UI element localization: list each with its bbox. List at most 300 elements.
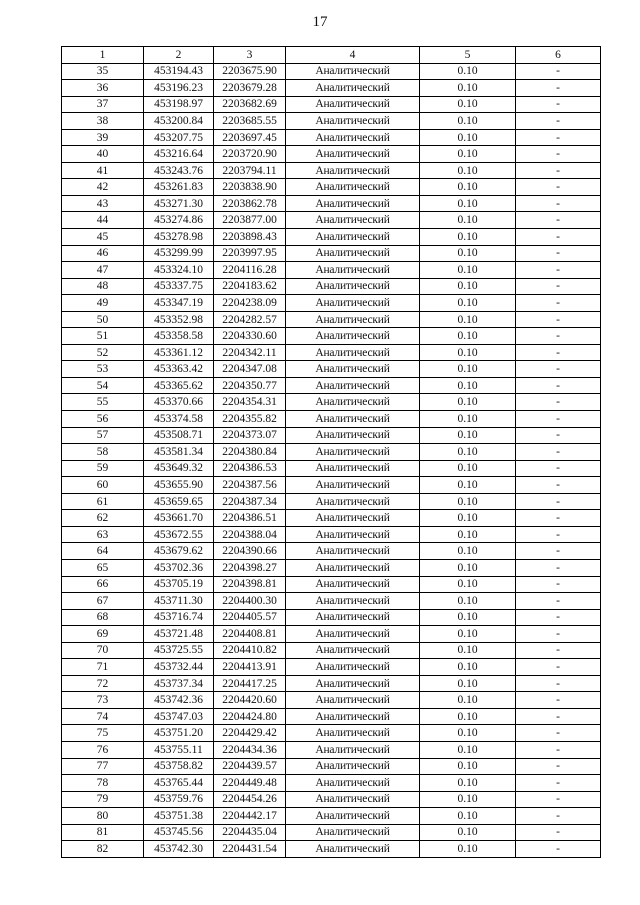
table-row bbox=[62, 593, 601, 610]
table-row bbox=[62, 278, 601, 295]
point-number-cell: 46 bbox=[62, 245, 144, 262]
method-cell: Аналитический bbox=[286, 146, 420, 163]
table-row bbox=[62, 626, 601, 643]
note-cell: - bbox=[516, 162, 601, 179]
x-coordinate-cell: 453278.98 bbox=[144, 229, 214, 246]
accuracy-cell: 0.10 bbox=[420, 460, 516, 477]
table-row bbox=[62, 411, 601, 428]
note-cell: - bbox=[516, 96, 601, 113]
method-cell: Аналитический bbox=[286, 626, 420, 643]
accuracy-cell: 0.10 bbox=[420, 708, 516, 725]
method-cell: Аналитический bbox=[286, 229, 420, 246]
method-cell: Аналитический bbox=[286, 427, 420, 444]
method-cell: Аналитический bbox=[286, 278, 420, 295]
method-cell: Аналитический bbox=[286, 444, 420, 461]
table-row bbox=[62, 212, 601, 229]
x-coordinate-cell: 453194.43 bbox=[144, 63, 214, 80]
accuracy-cell: 0.10 bbox=[420, 328, 516, 345]
point-number-cell: 70 bbox=[62, 642, 144, 659]
table-row bbox=[62, 675, 601, 692]
y-coordinate-cell: 2204449.48 bbox=[214, 775, 286, 792]
point-number-cell: 36 bbox=[62, 80, 144, 97]
point-number-cell: 52 bbox=[62, 344, 144, 361]
x-coordinate-cell: 453679.62 bbox=[144, 543, 214, 560]
note-cell: - bbox=[516, 179, 601, 196]
point-number-cell: 57 bbox=[62, 427, 144, 444]
x-coordinate-cell: 453271.30 bbox=[144, 195, 214, 212]
x-coordinate-cell: 453207.75 bbox=[144, 129, 214, 146]
x-coordinate-cell: 453352.98 bbox=[144, 311, 214, 328]
y-coordinate-cell: 2204413.91 bbox=[214, 659, 286, 676]
table-row bbox=[62, 311, 601, 328]
x-coordinate-cell: 453747.03 bbox=[144, 708, 214, 725]
method-cell: Аналитический bbox=[286, 262, 420, 279]
table-row bbox=[62, 609, 601, 626]
method-cell: Аналитический bbox=[286, 63, 420, 80]
point-number-cell: 40 bbox=[62, 146, 144, 163]
note-cell: - bbox=[516, 626, 601, 643]
x-coordinate-cell: 453261.83 bbox=[144, 179, 214, 196]
table-row bbox=[62, 460, 601, 477]
x-coordinate-cell: 453745.56 bbox=[144, 824, 214, 841]
column-header: 4 bbox=[286, 47, 420, 64]
point-number-cell: 49 bbox=[62, 295, 144, 312]
note-cell: - bbox=[516, 344, 601, 361]
point-number-cell: 74 bbox=[62, 708, 144, 725]
method-cell: Аналитический bbox=[286, 344, 420, 361]
note-cell: - bbox=[516, 63, 601, 80]
note-cell: - bbox=[516, 80, 601, 97]
table-row bbox=[62, 179, 601, 196]
point-number-cell: 81 bbox=[62, 824, 144, 841]
point-number-cell: 75 bbox=[62, 725, 144, 742]
x-coordinate-cell: 453361.12 bbox=[144, 344, 214, 361]
y-coordinate-cell: 2204390.66 bbox=[214, 543, 286, 560]
accuracy-cell: 0.10 bbox=[420, 593, 516, 610]
x-coordinate-cell: 453649.32 bbox=[144, 460, 214, 477]
y-coordinate-cell: 2204435.04 bbox=[214, 824, 286, 841]
point-number-cell: 47 bbox=[62, 262, 144, 279]
y-coordinate-cell: 2204431.54 bbox=[214, 841, 286, 858]
accuracy-cell: 0.10 bbox=[420, 427, 516, 444]
accuracy-cell: 0.10 bbox=[420, 824, 516, 841]
point-number-cell: 64 bbox=[62, 543, 144, 560]
method-cell: Аналитический bbox=[286, 96, 420, 113]
y-coordinate-cell: 2203838.90 bbox=[214, 179, 286, 196]
method-cell: Аналитический bbox=[286, 311, 420, 328]
y-coordinate-cell: 2204354.31 bbox=[214, 394, 286, 411]
point-number-cell: 68 bbox=[62, 609, 144, 626]
y-coordinate-cell: 2203685.55 bbox=[214, 113, 286, 130]
table-row bbox=[62, 493, 601, 510]
y-coordinate-cell: 2204373.07 bbox=[214, 427, 286, 444]
note-cell: - bbox=[516, 245, 601, 262]
note-cell: - bbox=[516, 262, 601, 279]
point-number-cell: 58 bbox=[62, 444, 144, 461]
table-row bbox=[62, 543, 601, 560]
accuracy-cell: 0.10 bbox=[420, 543, 516, 560]
table-row bbox=[62, 146, 601, 163]
point-number-cell: 78 bbox=[62, 775, 144, 792]
method-cell: Аналитический bbox=[286, 245, 420, 262]
method-cell: Аналитический bbox=[286, 841, 420, 858]
table-row bbox=[62, 526, 601, 543]
x-coordinate-cell: 453758.82 bbox=[144, 758, 214, 775]
x-coordinate-cell: 453370.66 bbox=[144, 394, 214, 411]
x-coordinate-cell: 453337.75 bbox=[144, 278, 214, 295]
method-cell: Аналитический bbox=[286, 543, 420, 560]
y-coordinate-cell: 2203898.43 bbox=[214, 229, 286, 246]
table-row bbox=[62, 63, 601, 80]
point-number-cell: 76 bbox=[62, 741, 144, 758]
x-coordinate-cell: 453725.55 bbox=[144, 642, 214, 659]
method-cell: Аналитический bbox=[286, 195, 420, 212]
table-row bbox=[62, 427, 601, 444]
table-row bbox=[62, 129, 601, 146]
y-coordinate-cell: 2204386.53 bbox=[214, 460, 286, 477]
y-coordinate-cell: 2204355.82 bbox=[214, 411, 286, 428]
accuracy-cell: 0.10 bbox=[420, 179, 516, 196]
table-row bbox=[62, 659, 601, 676]
y-coordinate-cell: 2204183.62 bbox=[214, 278, 286, 295]
y-coordinate-cell: 2203697.45 bbox=[214, 129, 286, 146]
table-row bbox=[62, 80, 601, 97]
y-coordinate-cell: 2203862.78 bbox=[214, 195, 286, 212]
y-coordinate-cell: 2204439.57 bbox=[214, 758, 286, 775]
accuracy-cell: 0.10 bbox=[420, 493, 516, 510]
note-cell: - bbox=[516, 212, 601, 229]
x-coordinate-cell: 453716.74 bbox=[144, 609, 214, 626]
method-cell: Аналитический bbox=[286, 493, 420, 510]
note-cell: - bbox=[516, 328, 601, 345]
x-coordinate-cell: 453732.44 bbox=[144, 659, 214, 676]
method-cell: Аналитический bbox=[286, 162, 420, 179]
method-cell: Аналитический bbox=[286, 377, 420, 394]
x-coordinate-cell: 453363.42 bbox=[144, 361, 214, 378]
table-row bbox=[62, 758, 601, 775]
note-cell: - bbox=[516, 758, 601, 775]
y-coordinate-cell: 2204454.26 bbox=[214, 791, 286, 808]
y-coordinate-cell: 2204417.25 bbox=[214, 675, 286, 692]
accuracy-cell: 0.10 bbox=[420, 262, 516, 279]
method-cell: Аналитический bbox=[286, 559, 420, 576]
table-row bbox=[62, 824, 601, 841]
point-number-cell: 60 bbox=[62, 477, 144, 494]
table-row bbox=[62, 477, 601, 494]
method-cell: Аналитический bbox=[286, 725, 420, 742]
accuracy-cell: 0.10 bbox=[420, 129, 516, 146]
point-number-cell: 56 bbox=[62, 411, 144, 428]
point-number-cell: 69 bbox=[62, 626, 144, 643]
note-cell: - bbox=[516, 841, 601, 858]
accuracy-cell: 0.10 bbox=[420, 841, 516, 858]
point-number-cell: 53 bbox=[62, 361, 144, 378]
note-cell: - bbox=[516, 477, 601, 494]
point-number-cell: 80 bbox=[62, 808, 144, 825]
accuracy-cell: 0.10 bbox=[420, 576, 516, 593]
method-cell: Аналитический bbox=[286, 179, 420, 196]
point-number-cell: 82 bbox=[62, 841, 144, 858]
table-row bbox=[62, 113, 601, 130]
x-coordinate-cell: 453508.71 bbox=[144, 427, 214, 444]
accuracy-cell: 0.10 bbox=[420, 741, 516, 758]
accuracy-cell: 0.10 bbox=[420, 642, 516, 659]
table-row bbox=[62, 642, 601, 659]
table-row bbox=[62, 295, 601, 312]
table-row bbox=[62, 361, 601, 378]
accuracy-cell: 0.10 bbox=[420, 394, 516, 411]
point-number-cell: 55 bbox=[62, 394, 144, 411]
note-cell: - bbox=[516, 791, 601, 808]
accuracy-cell: 0.10 bbox=[420, 526, 516, 543]
point-number-cell: 39 bbox=[62, 129, 144, 146]
accuracy-cell: 0.10 bbox=[420, 113, 516, 130]
x-coordinate-cell: 453216.64 bbox=[144, 146, 214, 163]
method-cell: Аналитический bbox=[286, 642, 420, 659]
table-row bbox=[62, 245, 601, 262]
point-number-cell: 35 bbox=[62, 63, 144, 80]
point-number-cell: 65 bbox=[62, 559, 144, 576]
x-coordinate-cell: 453243.76 bbox=[144, 162, 214, 179]
note-cell: - bbox=[516, 278, 601, 295]
coordinates-table bbox=[61, 46, 601, 858]
accuracy-cell: 0.10 bbox=[420, 361, 516, 378]
table-row bbox=[62, 229, 601, 246]
table-row bbox=[62, 791, 601, 808]
x-coordinate-cell: 453274.86 bbox=[144, 212, 214, 229]
method-cell: Аналитический bbox=[286, 758, 420, 775]
method-cell: Аналитический bbox=[286, 708, 420, 725]
note-cell: - bbox=[516, 394, 601, 411]
method-cell: Аналитический bbox=[286, 808, 420, 825]
y-coordinate-cell: 2204442.17 bbox=[214, 808, 286, 825]
x-coordinate-cell: 453347.19 bbox=[144, 295, 214, 312]
note-cell: - bbox=[516, 377, 601, 394]
note-cell: - bbox=[516, 311, 601, 328]
x-coordinate-cell: 453374.58 bbox=[144, 411, 214, 428]
column-header: 1 bbox=[62, 47, 144, 64]
accuracy-cell: 0.10 bbox=[420, 775, 516, 792]
table-row bbox=[62, 808, 601, 825]
note-cell: - bbox=[516, 725, 601, 742]
point-number-cell: 37 bbox=[62, 96, 144, 113]
note-cell: - bbox=[516, 609, 601, 626]
point-number-cell: 61 bbox=[62, 493, 144, 510]
y-coordinate-cell: 2204410.82 bbox=[214, 642, 286, 659]
accuracy-cell: 0.10 bbox=[420, 245, 516, 262]
table-row bbox=[62, 195, 601, 212]
table-row bbox=[62, 162, 601, 179]
accuracy-cell: 0.10 bbox=[420, 808, 516, 825]
method-cell: Аналитический bbox=[286, 659, 420, 676]
x-coordinate-cell: 453742.36 bbox=[144, 692, 214, 709]
table-row bbox=[62, 394, 601, 411]
table-body bbox=[62, 63, 601, 857]
x-coordinate-cell: 453721.48 bbox=[144, 626, 214, 643]
x-coordinate-cell: 453705.19 bbox=[144, 576, 214, 593]
point-number-cell: 66 bbox=[62, 576, 144, 593]
x-coordinate-cell: 453751.38 bbox=[144, 808, 214, 825]
method-cell: Аналитический bbox=[286, 791, 420, 808]
table-row bbox=[62, 559, 601, 576]
note-cell: - bbox=[516, 675, 601, 692]
note-cell: - bbox=[516, 824, 601, 841]
note-cell: - bbox=[516, 708, 601, 725]
note-cell: - bbox=[516, 113, 601, 130]
accuracy-cell: 0.10 bbox=[420, 311, 516, 328]
accuracy-cell: 0.10 bbox=[420, 295, 516, 312]
y-coordinate-cell: 2204347.08 bbox=[214, 361, 286, 378]
accuracy-cell: 0.10 bbox=[420, 80, 516, 97]
point-number-cell: 42 bbox=[62, 179, 144, 196]
y-coordinate-cell: 2204400.30 bbox=[214, 593, 286, 610]
point-number-cell: 50 bbox=[62, 311, 144, 328]
y-coordinate-cell: 2204387.56 bbox=[214, 477, 286, 494]
note-cell: - bbox=[516, 146, 601, 163]
note-cell: - bbox=[516, 692, 601, 709]
table-row bbox=[62, 328, 601, 345]
point-number-cell: 62 bbox=[62, 510, 144, 527]
note-cell: - bbox=[516, 576, 601, 593]
point-number-cell: 71 bbox=[62, 659, 144, 676]
accuracy-cell: 0.10 bbox=[420, 559, 516, 576]
method-cell: Аналитический bbox=[286, 675, 420, 692]
table-row bbox=[62, 576, 601, 593]
point-number-cell: 54 bbox=[62, 377, 144, 394]
method-cell: Аналитический bbox=[286, 212, 420, 229]
accuracy-cell: 0.10 bbox=[420, 96, 516, 113]
note-cell: - bbox=[516, 195, 601, 212]
note-cell: - bbox=[516, 510, 601, 527]
table-header-row bbox=[62, 47, 601, 64]
note-cell: - bbox=[516, 444, 601, 461]
x-coordinate-cell: 453196.23 bbox=[144, 80, 214, 97]
x-coordinate-cell: 453198.97 bbox=[144, 96, 214, 113]
y-coordinate-cell: 2204342.11 bbox=[214, 344, 286, 361]
accuracy-cell: 0.10 bbox=[420, 212, 516, 229]
point-number-cell: 67 bbox=[62, 593, 144, 610]
y-coordinate-cell: 2203794.11 bbox=[214, 162, 286, 179]
method-cell: Аналитический bbox=[286, 609, 420, 626]
note-cell: - bbox=[516, 659, 601, 676]
accuracy-cell: 0.10 bbox=[420, 195, 516, 212]
x-coordinate-cell: 453661.70 bbox=[144, 510, 214, 527]
method-cell: Аналитический bbox=[286, 361, 420, 378]
method-cell: Аналитический bbox=[286, 129, 420, 146]
accuracy-cell: 0.10 bbox=[420, 278, 516, 295]
point-number-cell: 45 bbox=[62, 229, 144, 246]
accuracy-cell: 0.10 bbox=[420, 377, 516, 394]
y-coordinate-cell: 2203877.00 bbox=[214, 212, 286, 229]
accuracy-cell: 0.10 bbox=[420, 609, 516, 626]
column-header: 6 bbox=[516, 47, 601, 64]
x-coordinate-cell: 453702.36 bbox=[144, 559, 214, 576]
x-coordinate-cell: 453659.65 bbox=[144, 493, 214, 510]
y-coordinate-cell: 2204398.27 bbox=[214, 559, 286, 576]
y-coordinate-cell: 2204387.34 bbox=[214, 493, 286, 510]
page-number: 17 bbox=[312, 14, 328, 30]
table-row bbox=[62, 741, 601, 758]
accuracy-cell: 0.10 bbox=[420, 659, 516, 676]
note-cell: - bbox=[516, 493, 601, 510]
method-cell: Аналитический bbox=[286, 510, 420, 527]
table-row bbox=[62, 841, 601, 858]
column-header: 3 bbox=[214, 47, 286, 64]
accuracy-cell: 0.10 bbox=[420, 63, 516, 80]
table-row bbox=[62, 725, 601, 742]
x-coordinate-cell: 453751.20 bbox=[144, 725, 214, 742]
column-header: 5 bbox=[420, 47, 516, 64]
x-coordinate-cell: 453755.11 bbox=[144, 741, 214, 758]
note-cell: - bbox=[516, 295, 601, 312]
point-number-cell: 72 bbox=[62, 675, 144, 692]
point-number-cell: 41 bbox=[62, 162, 144, 179]
y-coordinate-cell: 2204408.81 bbox=[214, 626, 286, 643]
note-cell: - bbox=[516, 361, 601, 378]
accuracy-cell: 0.10 bbox=[420, 758, 516, 775]
y-coordinate-cell: 2203675.90 bbox=[214, 63, 286, 80]
table-row bbox=[62, 262, 601, 279]
method-cell: Аналитический bbox=[286, 295, 420, 312]
note-cell: - bbox=[516, 775, 601, 792]
method-cell: Аналитический bbox=[286, 394, 420, 411]
y-coordinate-cell: 2204388.04 bbox=[214, 526, 286, 543]
method-cell: Аналитический bbox=[286, 113, 420, 130]
accuracy-cell: 0.10 bbox=[420, 444, 516, 461]
note-cell: - bbox=[516, 543, 601, 560]
note-cell: - bbox=[516, 411, 601, 428]
x-coordinate-cell: 453672.55 bbox=[144, 526, 214, 543]
y-coordinate-cell: 2204424.80 bbox=[214, 708, 286, 725]
column-header: 2 bbox=[144, 47, 214, 64]
x-coordinate-cell: 453737.34 bbox=[144, 675, 214, 692]
point-number-cell: 44 bbox=[62, 212, 144, 229]
y-coordinate-cell: 2204238.09 bbox=[214, 295, 286, 312]
y-coordinate-cell: 2204420.60 bbox=[214, 692, 286, 709]
note-cell: - bbox=[516, 808, 601, 825]
x-coordinate-cell: 453200.84 bbox=[144, 113, 214, 130]
y-coordinate-cell: 2204350.77 bbox=[214, 377, 286, 394]
x-coordinate-cell: 453742.30 bbox=[144, 841, 214, 858]
table-row bbox=[62, 708, 601, 725]
y-coordinate-cell: 2203997.95 bbox=[214, 245, 286, 262]
y-coordinate-cell: 2204282.57 bbox=[214, 311, 286, 328]
note-cell: - bbox=[516, 741, 601, 758]
point-number-cell: 79 bbox=[62, 791, 144, 808]
y-coordinate-cell: 2204380.84 bbox=[214, 444, 286, 461]
accuracy-cell: 0.10 bbox=[420, 626, 516, 643]
x-coordinate-cell: 453365.62 bbox=[144, 377, 214, 394]
table-row bbox=[62, 510, 601, 527]
point-number-cell: 63 bbox=[62, 526, 144, 543]
note-cell: - bbox=[516, 559, 601, 576]
y-coordinate-cell: 2203679.28 bbox=[214, 80, 286, 97]
y-coordinate-cell: 2204434.36 bbox=[214, 741, 286, 758]
method-cell: Аналитический bbox=[286, 593, 420, 610]
point-number-cell: 43 bbox=[62, 195, 144, 212]
x-coordinate-cell: 453765.44 bbox=[144, 775, 214, 792]
y-coordinate-cell: 2204116.28 bbox=[214, 262, 286, 279]
y-coordinate-cell: 2204429.42 bbox=[214, 725, 286, 742]
note-cell: - bbox=[516, 427, 601, 444]
method-cell: Аналитический bbox=[286, 741, 420, 758]
accuracy-cell: 0.10 bbox=[420, 411, 516, 428]
x-coordinate-cell: 453655.90 bbox=[144, 477, 214, 494]
note-cell: - bbox=[516, 129, 601, 146]
table-row bbox=[62, 775, 601, 792]
method-cell: Аналитический bbox=[286, 692, 420, 709]
point-number-cell: 38 bbox=[62, 113, 144, 130]
